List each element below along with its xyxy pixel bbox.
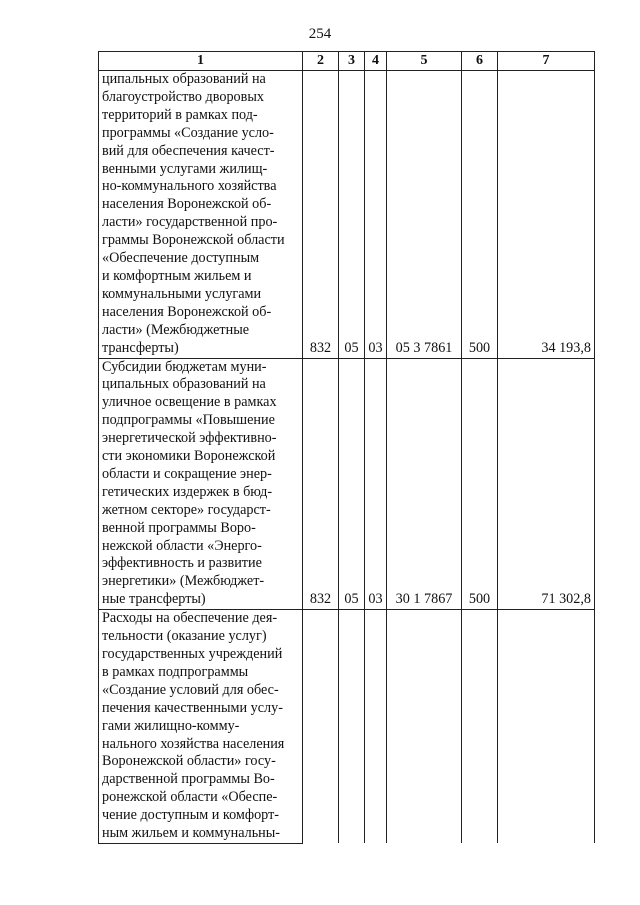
cell-expense-type: 500 xyxy=(462,358,498,610)
cell-subsection: 03 xyxy=(365,358,387,610)
description-line: граммы Воронежской области xyxy=(102,232,285,249)
cell-target-article: 30 1 7867 xyxy=(387,358,462,610)
description-line: коммунальными услугами xyxy=(102,285,262,302)
cell-expense-type xyxy=(462,610,498,844)
cell-target-article: 05 3 7861 xyxy=(387,71,462,359)
cell-subsection xyxy=(365,610,387,844)
description-line: Субсидии бюджетам муни- xyxy=(102,358,267,375)
description-line: государственных учреждений xyxy=(102,646,283,662)
description-line: эффективность и развитие xyxy=(102,555,262,572)
description-line: энергетики» (Межбюджет- xyxy=(102,573,265,590)
cell-amount: 34 193,8 xyxy=(498,71,595,359)
description-line: ные трансферты) xyxy=(102,591,206,608)
description-line: но-коммунального хозяйства xyxy=(102,178,277,195)
description-line: жетном секторе» государст- xyxy=(102,501,271,518)
description-line: энергетической эффективно- xyxy=(102,430,277,447)
description-line: «Создание условий для обес- xyxy=(102,681,279,698)
description-line: программы «Создание усло- xyxy=(102,124,274,141)
description-line: «Обеспечение доступным xyxy=(102,250,260,267)
row-description xyxy=(99,358,303,610)
description-line: ласти» государственной про- xyxy=(102,214,278,231)
row-description xyxy=(99,71,303,359)
table-row xyxy=(99,610,595,844)
column-header-2: 2 xyxy=(303,52,339,71)
description-line: тельности (оказание услуг) xyxy=(102,628,267,645)
description-line: территорий в рамках под- xyxy=(102,106,258,123)
description-line: нального хозяйства населения xyxy=(102,735,285,752)
description-line: Расходы на обеспечение дея- xyxy=(102,610,278,627)
description-line: чение доступным и комфорт- xyxy=(102,807,280,824)
description-line: и комфортным жильем и xyxy=(102,267,252,284)
description-line: печения качественными услу- xyxy=(102,699,283,716)
description-line: венной программы Воро- xyxy=(102,519,256,536)
column-header-5: 5 xyxy=(387,52,462,71)
cell-section: 05 xyxy=(339,71,365,359)
description-line: ципальных образований на xyxy=(102,71,266,87)
description-line: в рамках подпрограммы xyxy=(102,663,249,680)
cell-ministry-code xyxy=(303,610,339,844)
description-line: населения Воронежской об- xyxy=(102,196,272,213)
table-row xyxy=(99,71,595,359)
header-row xyxy=(99,52,595,71)
description-line: трансферты) xyxy=(102,339,179,356)
column-header-4: 4 xyxy=(365,52,387,71)
description-line: области и сокращение энер- xyxy=(102,465,272,482)
cell-section: 05 xyxy=(339,358,365,610)
table-row xyxy=(99,358,595,610)
description-line: ципальных образований на xyxy=(102,376,266,393)
description-line: Воронежской области» госу- xyxy=(102,753,276,770)
description-line: ронежской области «Обеспе- xyxy=(102,789,278,806)
column-header-6: 6 xyxy=(462,52,498,71)
description-line: сти экономики Воронежской xyxy=(102,448,276,465)
column-header-3: 3 xyxy=(339,52,365,71)
description-line: гами жилищно-комму- xyxy=(102,717,240,734)
description-line: венными услугами жилищ- xyxy=(102,160,268,177)
cell-amount: 71 302,8 xyxy=(498,358,595,610)
description-line: ным жильем и коммунальны- xyxy=(102,825,281,842)
description-line: ласти» (Межбюджетные xyxy=(102,321,250,338)
column-header-7: 7 xyxy=(498,52,595,71)
row-description xyxy=(99,610,303,844)
description-line: благоустройство дворовых xyxy=(102,88,264,105)
cell-ministry-code: 832 xyxy=(303,358,339,610)
budget-table xyxy=(98,51,595,844)
cell-amount xyxy=(498,610,595,844)
column-header-1: 1 xyxy=(99,52,303,71)
description-line: гетических издержек в бюд- xyxy=(102,483,273,500)
description-line: населения Воронежской об- xyxy=(102,303,272,320)
page-number: 254 xyxy=(308,26,332,42)
description-line: уличное освещение в рамках xyxy=(102,394,277,411)
description-line: дарственной программы Во- xyxy=(102,771,275,788)
cell-section xyxy=(339,610,365,844)
cell-ministry-code: 832 xyxy=(303,71,339,359)
description-line: нежской области «Энерго- xyxy=(102,537,262,554)
cell-expense-type: 500 xyxy=(462,71,498,359)
description-line: подпрограммы «Повышение xyxy=(102,412,275,429)
cell-subsection: 03 xyxy=(365,71,387,359)
description-line: вий для обеспечения качест- xyxy=(102,142,275,159)
cell-target-article xyxy=(387,610,462,844)
